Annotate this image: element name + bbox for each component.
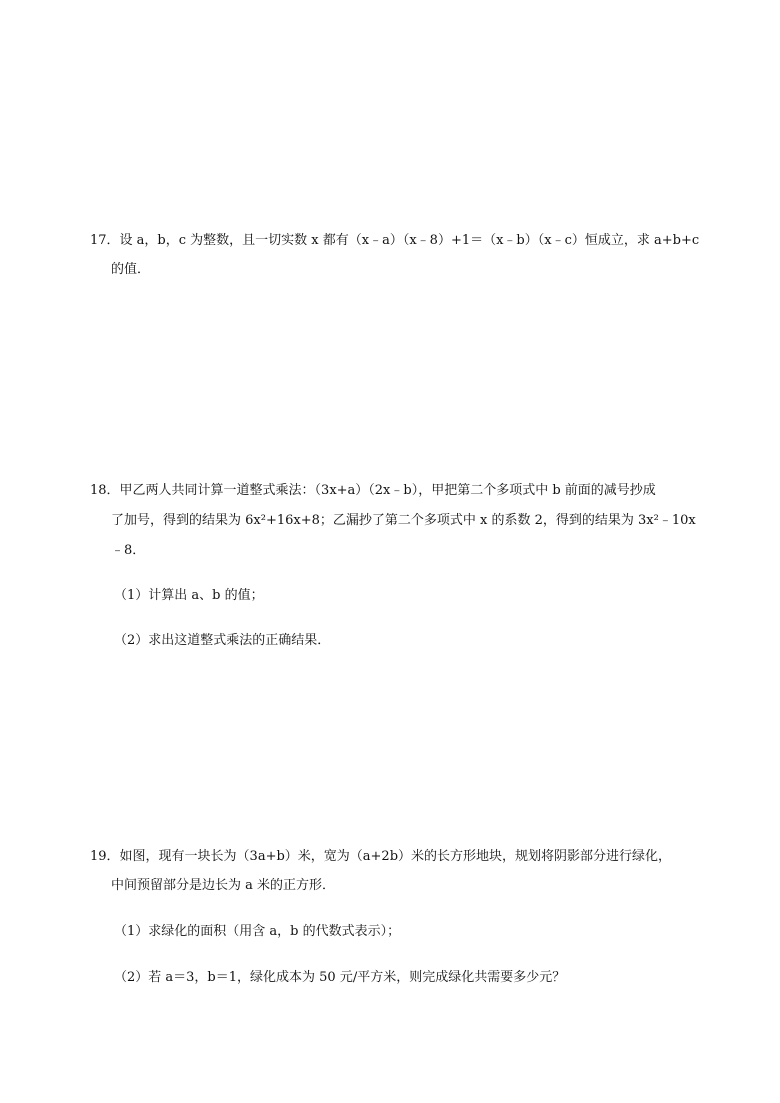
question-17-line-1: 17．设 a，b，c 为整数，且一切实数 x 都有（x﹣a）（x﹣8）+1＝（x﹣b）（x﹣c）恒成立，求 a+b+c bbox=[90, 233, 700, 248]
question-17-line-2: 的值． bbox=[111, 262, 151, 277]
question-19-line-2: 中间预留部分是边长为 a 米的正方形． bbox=[111, 878, 336, 893]
question-18-line-3: ﹣8． bbox=[111, 543, 146, 558]
question-18-part-1: （1）计算出 a、b 的值； bbox=[114, 588, 264, 603]
question-18-line-1: 18．甲乙两人共同计算一道整式乘法：（3x+a）（2x﹣b），甲把第二个多项式中 b 前面的减号抄成 bbox=[90, 483, 656, 498]
question-18-line-2: 了加号，得到的结果为 6x²+16x+8；乙漏抄了第二个多项式中 x 的系数 2，得到的结果为 3x²﹣10x bbox=[111, 513, 696, 528]
question-19-part-1: （1）求绿化的面积（用含 a，b 的代数式表示）； bbox=[114, 924, 401, 939]
question-19-part-2: （2）若 a＝3，b＝1，绿化成本为 50 元/平方米，则完成绿化共需要多少元？ bbox=[114, 970, 566, 985]
question-19-line-1: 19．如图，现有一块长为（3a+b）米，宽为（a+2b）米的长方形地块，规划将阴影部分进行绿化， bbox=[90, 849, 672, 864]
question-18-part-2: （2）求出这道整式乘法的正确结果． bbox=[114, 633, 331, 648]
